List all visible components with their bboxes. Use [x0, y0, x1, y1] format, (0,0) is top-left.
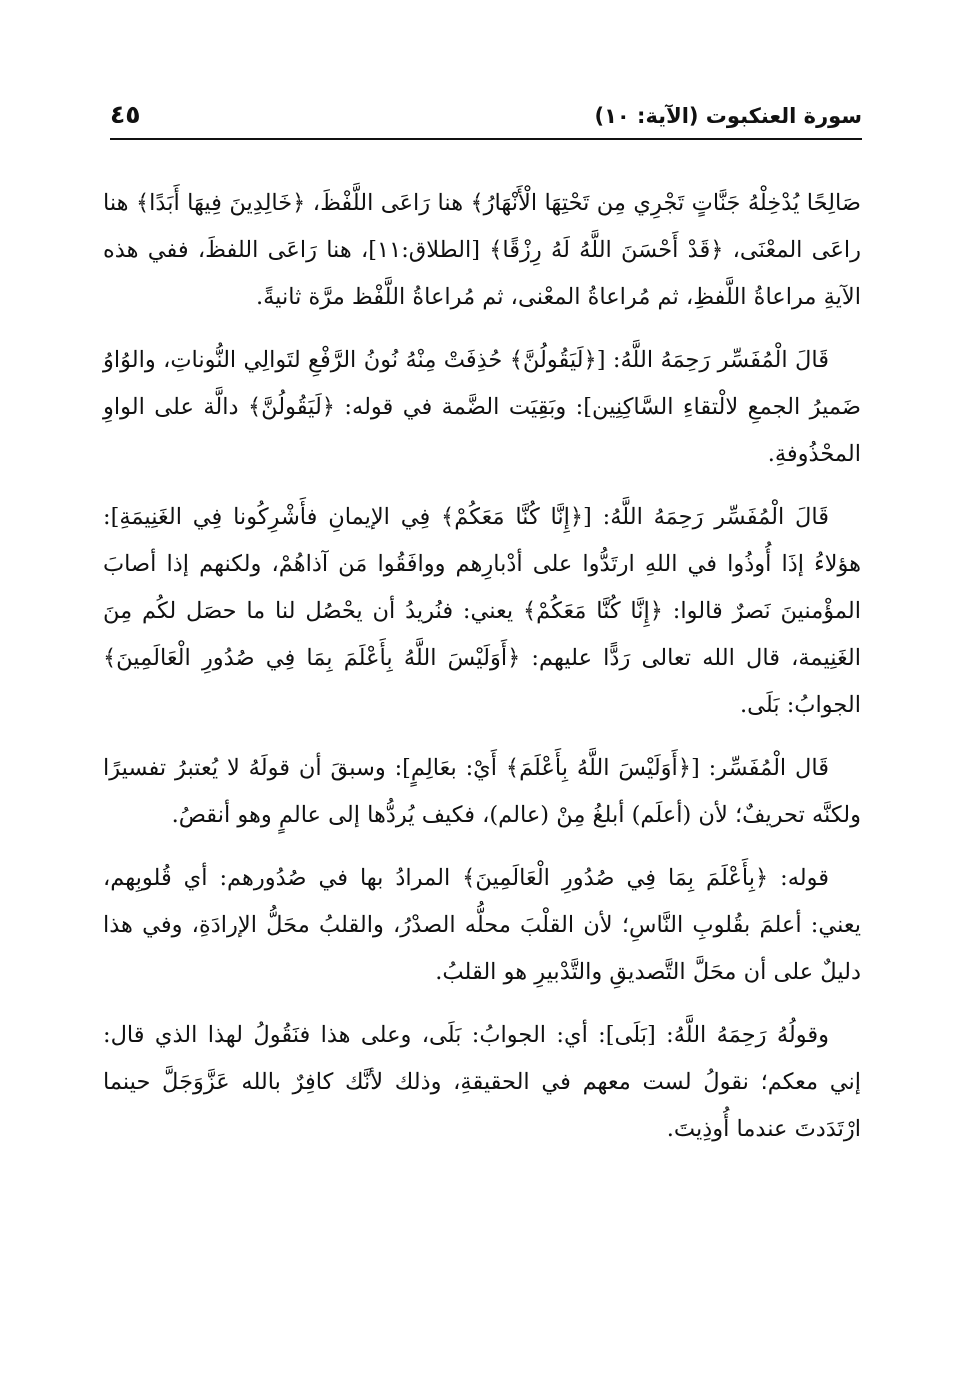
- surah-title: سورة العنكبوت (الآية: ١٠): [594, 104, 862, 128]
- page-header: [110, 100, 862, 142]
- header-divider: [110, 138, 862, 140]
- paragraph-1: صَالِحًا يُدْخِلْهُ جَنَّاتٍ تَجْرِي مِن تَحْتِهَا الْأَنْهَارُ﴾ هنا رَاعَى اللَّفْظَ، ﴿خَالِدِينَ فِيهَا أَبَدًا﴾ هنا راعَى المعْنَى، ﴿قَدْ أَحْسَنَ اللَّهُ لَهُ رِزْقًا﴾ [الطلاق:١١]، هنا رَاعَى اللفظَ، ففي هذه الآيةِ مراعاةُ اللَّفظِ، ثم مُراعاةُ المعْنى، ثم مُراعاةُ اللَّفْظ مرَّة ثانيةً.: [103, 190, 861, 310]
- paragraph-4: قَال الْمُفَسِّر: [﴿أَوَلَيْسَ اللَّهُ بِأَعْلَمَ﴾ أَيْ: بعَالِمٍ]: وسبقَ أن قولَهُ لا يُعتبرُ تفسيرًا ولكنَّه تحريفٌ؛ لأن (أعلَم) أبلغُ مِنْ (عالم)، فكيف يُردُّها إلى عالمٍ وهو أنقصُ.: [103, 755, 861, 828]
- page-number: ٤٥: [110, 100, 141, 129]
- paragraph-5: قوله: ﴿بِأَعْلَمَ بِمَا فِي صُدُورِ الْعَالَمِينَ﴾ المرادُ بها في صُدُورهم: أي قُلوبِهم، يعني: أعلمَ بقُلوبِ النَّاسِ؛ لأن القلْبَ محلُّه الصدْرُ، والقلبُ محَلُّ الإرادَةِ، وفي هذا دليلٌ على أن محَلَّ التَّصديقِ والتَّدْبيرِ هو القلبُ.: [103, 865, 861, 985]
- paragraph-2: قَالَ الْمُفَسِّر رَحِمَهُ اللَّهُ: [﴿لَيَقُولُنَّ﴾ حُذِفَتْ مِنْهُ نُونُ الرَّفْعِ لتَوالِي النُّوناتِ، والوُاوُ ضَميرُ الجمعِ لالْتقاءِ السَّاكِنِين]: وبَقِيَت الضَّمة في قوله: ﴿لَيَقُولُنَّ﴾ دالَّة على الواوِ المحْذُوفةِ.: [103, 347, 861, 467]
- paragraph-3: قَالَ الْمُفَسِّر رَحِمَهُ اللَّهُ: [﴿إِنَّا كُنَّا مَعَكُمْ﴾ فِي الإيمانِ فأَشْرِكُونا فِي الغَنِيمَةِ]: هؤلاءُ إذَا أُوذُوا في اللهِ ارتَدُّوا على أدْبارِهم ووافَقُوا مَن آذاهُمْ، ولكنهم إذا أصابَ المؤْمنينَ نَصرٌ قالوا: ﴿إِنَّا كُنَّا مَعَكُمْ﴾ يعني: فنُريدُ أن يحْصُل لنا ما حصَل لكُم مِنَ الغَنِيمة، قال الله تعالى رَدًّا عليهم: ﴿أَوَلَيْسَ اللَّهُ بِأَعْلَمَ بِمَا فِي صُدُورِ الْعَالَمِينَ﴾ الجوابُ: بَلَى.: [103, 504, 861, 718]
- paragraph-6: وقولُهُ رَحِمَهُ اللَّهُ: [بَلَى]: أي: الجوابُ: بَلَى، وعلى هذا فنَقُولُ لهذا الذي قال: إني معكم؛ نقولُ لست معهم في الحقيقةِ، وذلك لأنَّك كافِرٌ بالله عَزَّوَجَلَّ حينما ارْتَدَدتَ عندما أُوذِيتَ.: [103, 1022, 861, 1142]
- page-body: [103, 180, 861, 1169]
